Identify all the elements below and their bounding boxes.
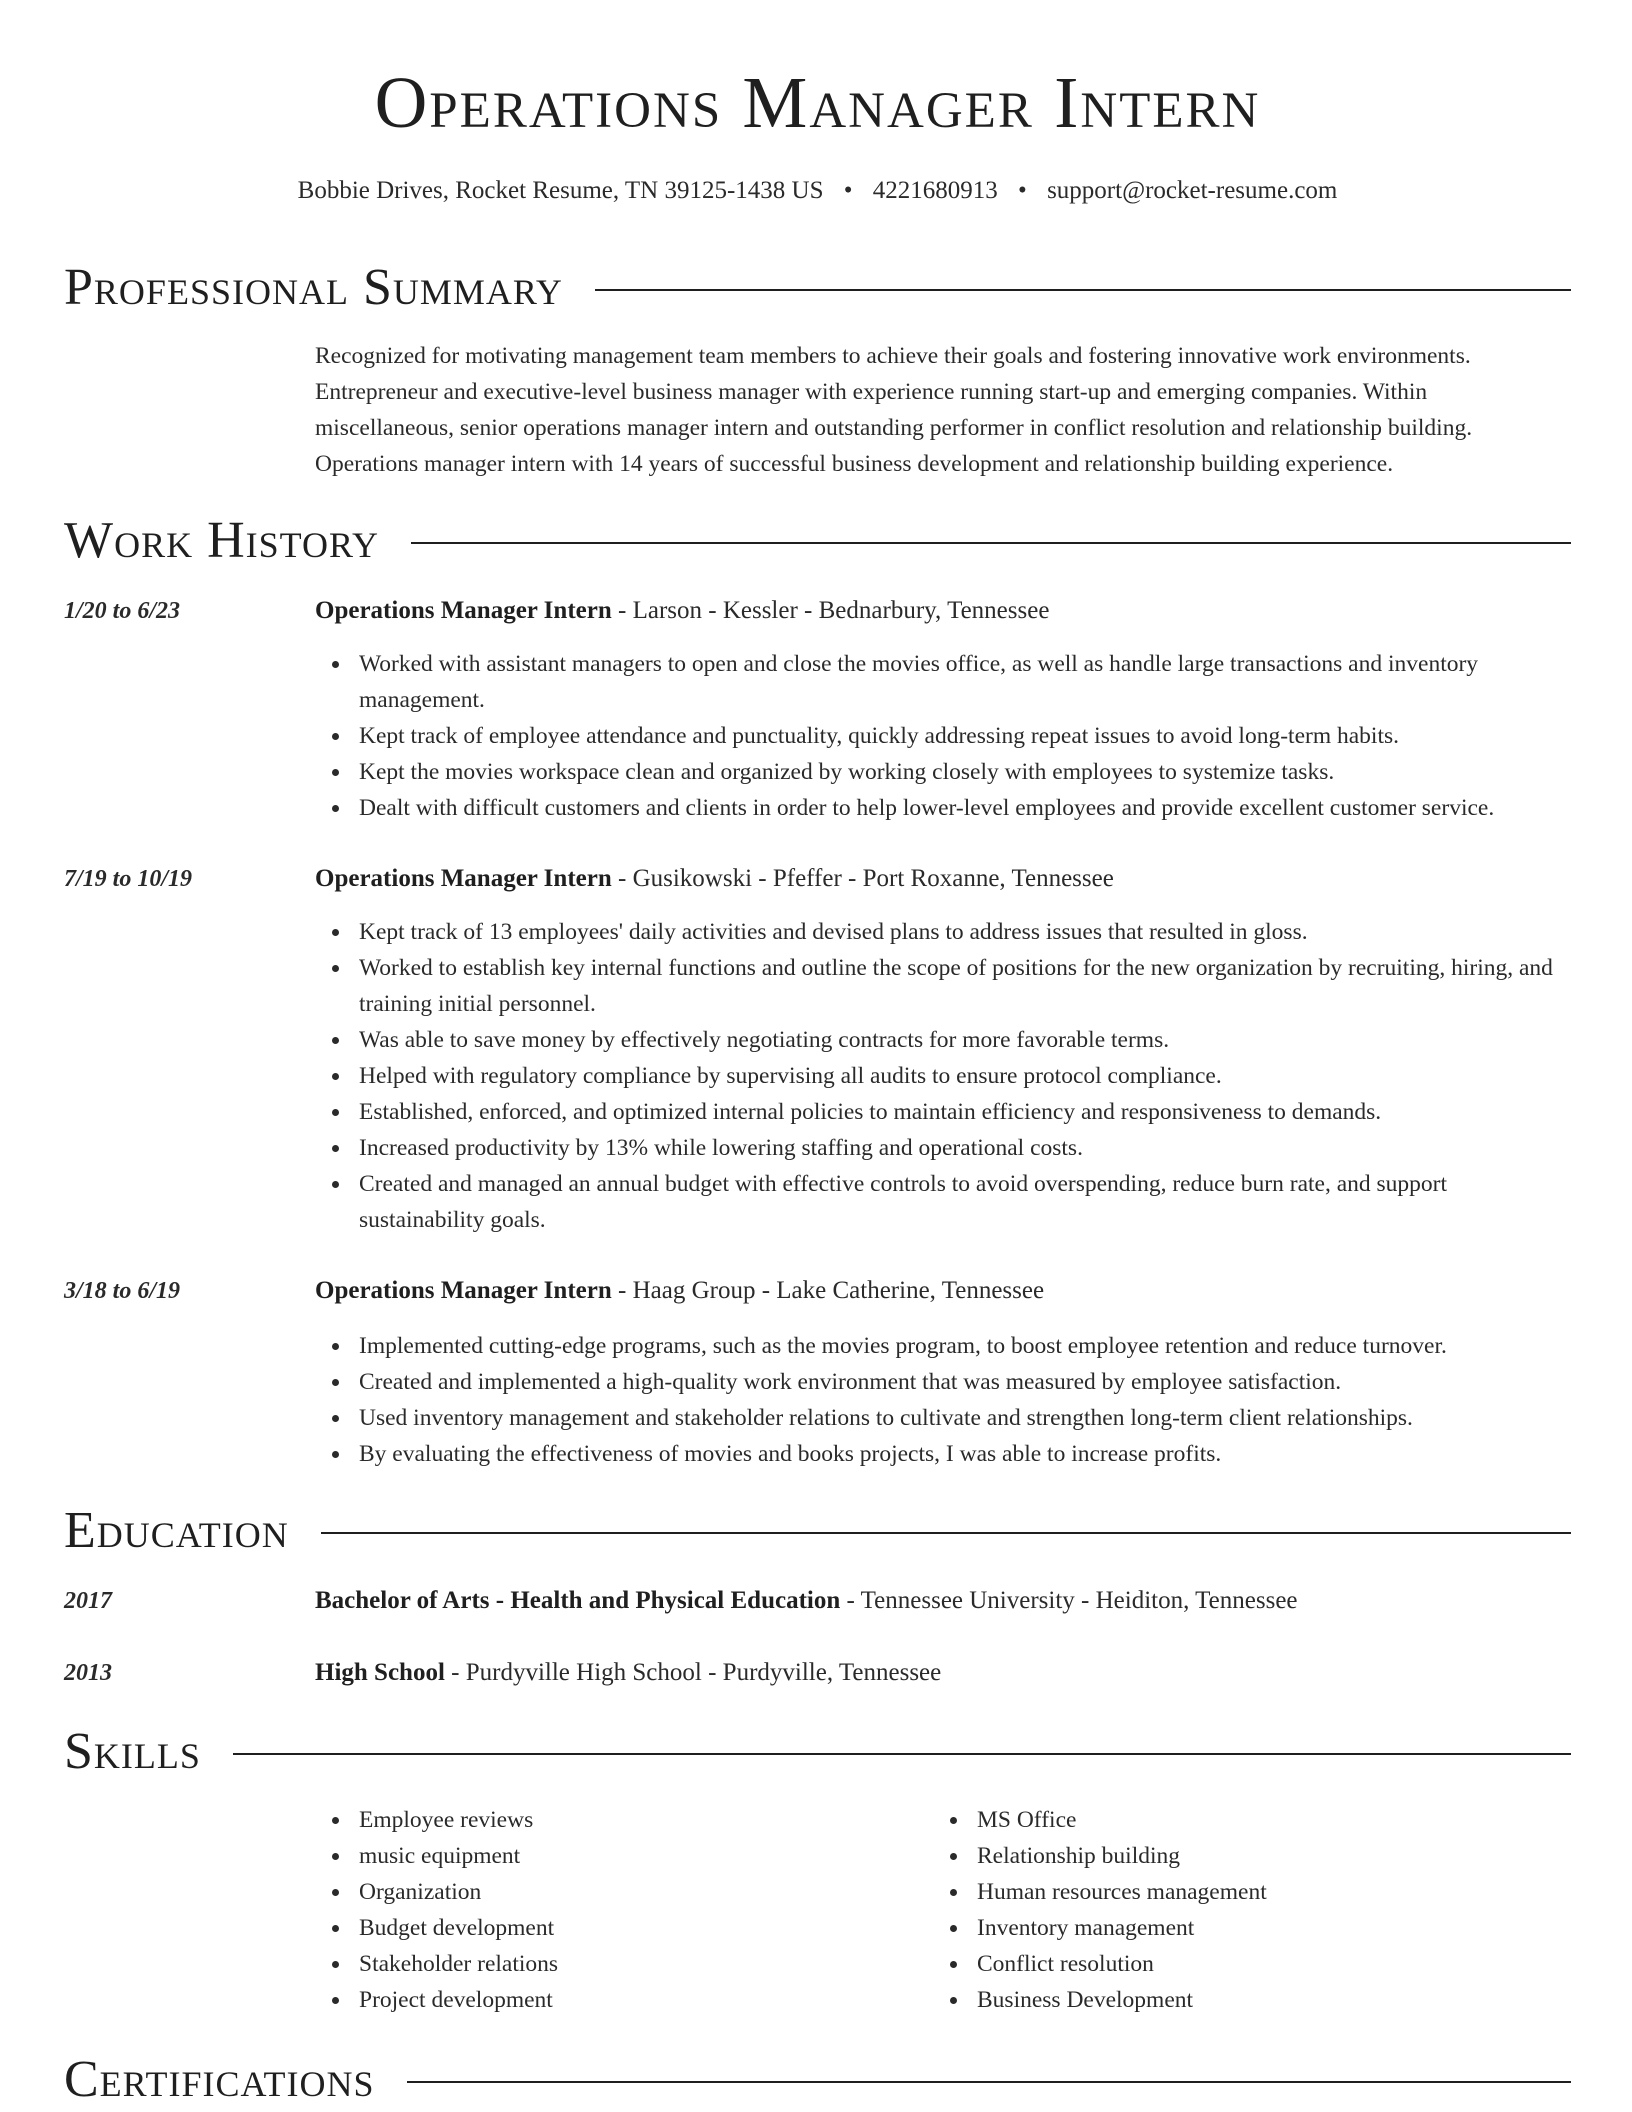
section-title: Certifications xyxy=(64,2051,375,2108)
contact-email: support@rocket-resume.com xyxy=(1047,177,1338,204)
job-dates: 7/19 to 10/19 xyxy=(64,866,193,892)
skill-item: Project development xyxy=(359,1982,915,2018)
job-role: Operations Manager Intern xyxy=(315,1277,612,1304)
list-item: Kept track of employee attendance and punctuality, quickly addressing repeat issues to avoid long-term habits. xyxy=(359,718,1571,754)
skill-item: music equipment xyxy=(359,1838,915,1874)
list-item: Kept track of 13 employees' daily activities and devised plans to address issues that resulted in gloss. xyxy=(359,914,1571,950)
list-item: Increased productivity by 13% while lowering staffing and operational costs. xyxy=(359,1130,1571,1166)
job-details: - Gusikowski - Pfeffer - Port Roxanne, Tennessee xyxy=(611,865,1114,892)
education-section-header xyxy=(64,1499,1571,1563)
skill-item: Relationship building xyxy=(977,1838,1533,1874)
list-item: Kept the movies workspace clean and organized by working closely with employees to systemize tasks. xyxy=(359,754,1571,790)
section-title: Skills xyxy=(64,1723,201,1780)
skills-list-right xyxy=(933,1802,1533,2018)
job-heading xyxy=(315,1274,1044,1308)
job-bullets xyxy=(315,646,1571,826)
candidate-name: Operations Manager Intern xyxy=(374,62,1261,143)
section-title: Work History xyxy=(64,512,380,569)
list-item: Worked with assistant managers to open and close the movies office, as well as handle large transactions and inventory management. xyxy=(359,646,1571,718)
section-divider xyxy=(595,289,1571,291)
certifications-section-header xyxy=(64,2048,1571,2112)
education-heading xyxy=(315,1656,941,1690)
job-role: Operations Manager Intern xyxy=(315,865,612,892)
skill-item: Stakeholder relations xyxy=(359,1946,915,1982)
education-details: - Tennessee University - Heiditon, Tennessee xyxy=(840,1587,1298,1614)
job-dates: 3/18 to 6/19 xyxy=(64,1278,181,1304)
job-bullets xyxy=(315,914,1571,1238)
list-item: Used inventory management and stakeholder relations to cultivate and strengthen long-term client relationships. xyxy=(359,1400,1571,1436)
skill-item: Human resources management xyxy=(977,1874,1533,1910)
contact-line xyxy=(64,174,1571,208)
list-item: Dealt with difficult customers and clients in order to help lower-level employees and provide excellent customer service. xyxy=(359,790,1571,826)
summary-section-header xyxy=(64,256,1571,320)
summary-text: Recognized for motivating management team members to achieve their goals and fostering innovative work environments. Entrepreneur and executive-level business manager with experience running start-up and emerging companies. Within miscellaneous, senior operations manager intern and outstanding performer in conflict resolution and relationship building. Operations manager intern with 14 years of successful business development and relationship building experience. xyxy=(315,343,1473,477)
section-divider xyxy=(233,1753,1571,1755)
job-heading xyxy=(315,862,1114,896)
list-item: Was able to save money by effectively negotiating contracts for more favorable terms. xyxy=(359,1022,1571,1058)
contact-address: Bobbie Drives, Rocket Resume, TN 39125-1438 US xyxy=(297,177,824,204)
section-title: Professional Summary xyxy=(64,259,563,316)
contact-separator: • xyxy=(1018,177,1027,204)
skill-item: Business Development xyxy=(977,1982,1533,2018)
section-divider xyxy=(411,542,1571,544)
education-year: 2013 xyxy=(64,1660,112,1686)
contact-phone: 4221680913 xyxy=(872,177,998,204)
skill-item: Conflict resolution xyxy=(977,1946,1533,1982)
contact-separator: • xyxy=(843,177,853,204)
education-degree: Bachelor of Arts - Health and Physical Education xyxy=(315,1587,841,1614)
list-item: By evaluating the effectiveness of movies and books projects, I was able to increase profits. xyxy=(359,1436,1571,1472)
education-year: 2017 xyxy=(64,1588,112,1614)
skills-section-header xyxy=(64,1720,1571,1784)
skills-list-left xyxy=(315,1802,915,2018)
skill-item: Inventory management xyxy=(977,1910,1533,1946)
education-details: - Purdyville High School - Purdyville, Tennessee xyxy=(444,1659,942,1686)
list-item: Created and managed an annual budget with effective controls to avoid overspending, reduce burn rate, and support sustainability goals. xyxy=(359,1166,1571,1238)
work-history-section-header xyxy=(64,509,1571,573)
job-bullets xyxy=(315,1328,1571,1472)
job-role: Operations Manager Intern xyxy=(315,597,612,624)
section-divider xyxy=(321,1532,1571,1534)
education-degree: High School xyxy=(315,1659,445,1686)
job-details: - Larson - Kessler - Bednarbury, Tennessee xyxy=(611,597,1050,624)
list-item: Implemented cutting-edge programs, such as the movies program, to boost employee retention and reduce turnover. xyxy=(359,1328,1571,1364)
list-item: Worked to establish key internal functions and outline the scope of positions for the new organization by recruiting, hiring, and training initial personnel. xyxy=(359,950,1571,1022)
list-item: Created and implemented a high-quality work environment that was measured by employee satisfaction. xyxy=(359,1364,1571,1400)
skill-item: Budget development xyxy=(359,1910,915,1946)
skill-item: Organization xyxy=(359,1874,915,1910)
list-item: Helped with regulatory compliance by supervising all audits to ensure protocol compliance. xyxy=(359,1058,1571,1094)
section-divider xyxy=(407,2081,1571,2083)
job-heading xyxy=(315,594,1049,628)
section-title: Education xyxy=(64,1502,289,1559)
skill-item: MS Office xyxy=(977,1802,1533,1838)
job-details: - Haag Group - Lake Catherine, Tennessee xyxy=(611,1277,1045,1304)
job-dates: 1/20 to 6/23 xyxy=(64,598,181,624)
list-item: Established, enforced, and optimized internal policies to maintain efficiency and responsiveness to demands. xyxy=(359,1094,1571,1130)
skill-item: Employee reviews xyxy=(359,1802,915,1838)
education-heading xyxy=(315,1584,1298,1618)
